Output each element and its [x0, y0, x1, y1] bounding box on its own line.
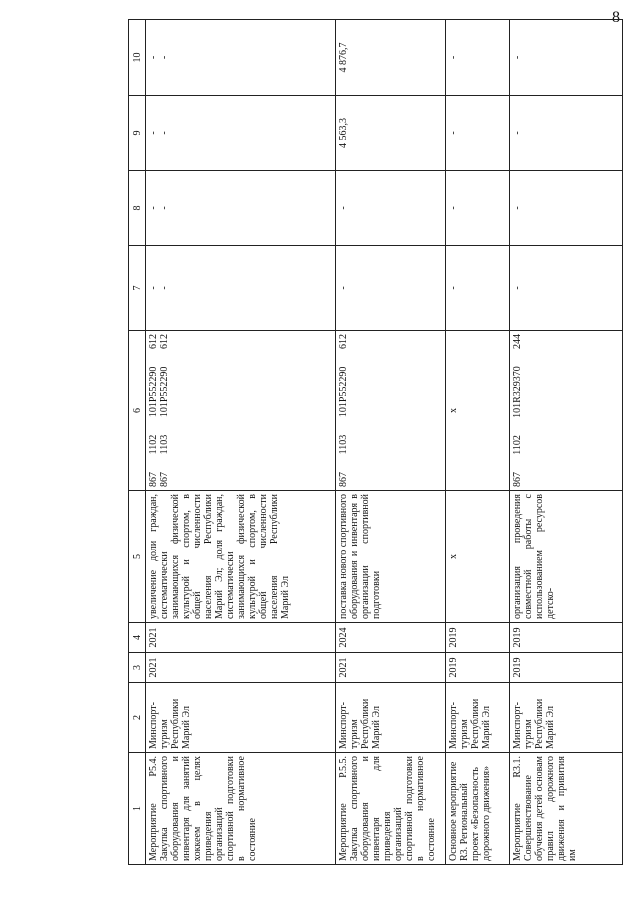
- amount-cell: -: [446, 20, 510, 96]
- grbs-code: 867: [159, 472, 170, 487]
- amount-cell: -: [510, 171, 623, 246]
- expected-result-cell: поставка нового спортивного оборудования и инвентаря в организации спортивной подготовки: [336, 491, 446, 623]
- column-number: 2: [129, 683, 146, 753]
- end-year-cell: 2019: [510, 623, 623, 653]
- section-code: 1102: [148, 434, 159, 455]
- expected-result-cell: x: [446, 491, 510, 623]
- amount-cell: -: [510, 20, 623, 96]
- amount-value: -: [148, 206, 159, 210]
- grbs-code: 867: [512, 472, 523, 487]
- amount-value: -: [148, 286, 159, 290]
- amount-cell: [146, 96, 336, 171]
- amount-cell: [146, 246, 336, 331]
- grbs-code: 867: [338, 472, 349, 487]
- amount-cell: -: [446, 171, 510, 246]
- section-code: 1103: [159, 434, 170, 455]
- amount-value: -: [159, 286, 170, 290]
- amount-cell: -: [446, 96, 510, 171]
- amount-value: -: [159, 55, 170, 60]
- budget-code-cell: [510, 331, 623, 491]
- target-article-code: 101R329370: [512, 366, 523, 418]
- expense-type-code: 612: [338, 334, 349, 350]
- budget-code-cell: [146, 331, 336, 491]
- start-year-cell: 2021: [336, 653, 446, 683]
- amount-value: -: [159, 131, 170, 135]
- amount-cell: -: [446, 246, 510, 331]
- end-year-cell: 2021: [146, 623, 336, 653]
- executor-cell: Минспорт-туризм Республики Марий Эл: [510, 683, 623, 753]
- budget-table: [128, 19, 623, 865]
- column-number: 4: [129, 623, 146, 653]
- section-code: 1103: [338, 434, 349, 455]
- amount-cell: -: [336, 171, 446, 246]
- event-name-cell: Основное мероприятие R3. Региональный проект «Безопасность дорожного движения»: [446, 753, 510, 865]
- amount-cell: -: [510, 96, 623, 171]
- budget-code-line: [338, 334, 349, 487]
- amount-cell: 4 876,7: [336, 20, 446, 96]
- amount-cell: [146, 171, 336, 246]
- budget-code-line: [148, 334, 159, 487]
- column-number: 6: [129, 331, 146, 491]
- target-article-code: 101Р552290: [148, 366, 159, 418]
- grbs-code: 867: [148, 472, 159, 487]
- amount-value: -: [159, 206, 170, 210]
- column-number: 3: [129, 653, 146, 683]
- event-name-cell: Мероприятие R3.1. Совершенствование обучения детей основам правил дорожного движения и привития им: [510, 753, 623, 865]
- budget-code-cell: [336, 331, 446, 491]
- column-number-row: [129, 20, 146, 865]
- budget-code-line: [159, 334, 170, 487]
- end-year-cell: 2019: [446, 623, 510, 653]
- budget-code-cell: x: [446, 331, 510, 491]
- budget-code-line: [512, 334, 523, 487]
- column-number: 1: [129, 753, 146, 865]
- event-name-cell: Мероприятие Р5.4. Закупка спортивного оборудования и инвентаря для занятий хоккеем в целях приведения организаций спортивной подготовки в нормативное состояние: [146, 753, 336, 865]
- column-number: 7: [129, 246, 146, 331]
- expected-result-cell: организация проведения совместной работы с использованием ресурсов детско-: [510, 491, 623, 623]
- rotated-table-area: [128, 20, 623, 865]
- column-number: 10: [129, 20, 146, 96]
- table-row: [446, 20, 510, 865]
- start-year-cell: 2021: [146, 653, 336, 683]
- expected-result-cell: увеличение доли граждан, систематически занимающихся физической культурой и спортом, в общей численности населения Республики Марий Эл; доля граждан, систематически занимающихся физической культурой и спортом, в общей численности населения Республики Марий Эл: [146, 491, 336, 623]
- executor-cell: Минспорт-туризм Республики Марий Эл: [336, 683, 446, 753]
- amount-value: -: [148, 55, 159, 60]
- amount-cell: -: [336, 246, 446, 331]
- table-row: [336, 20, 446, 865]
- target-article-code: 101Р552290: [338, 366, 349, 418]
- amount-cell: -: [510, 246, 623, 331]
- amount-cell: [146, 20, 336, 96]
- start-year-cell: 2019: [446, 653, 510, 683]
- table-row: [146, 20, 336, 865]
- target-article-code: 101Р552290: [159, 366, 170, 418]
- expense-type-code: 244: [512, 334, 523, 350]
- page-number: 8: [612, 9, 620, 26]
- end-year-cell: 2024: [336, 623, 446, 653]
- amount-value: -: [148, 131, 159, 135]
- expense-type-code: 612: [148, 334, 159, 350]
- column-number: 5: [129, 491, 146, 623]
- executor-cell: Минспорт-туризм Республики Марий Эл: [446, 683, 510, 753]
- section-code: 1102: [512, 435, 523, 455]
- table-row: [510, 20, 623, 865]
- column-number: 9: [129, 96, 146, 171]
- event-name-cell: Мероприятие Р.5.5. Закупка спортивного оборудования и инвентаря для приведения организаций спортивной подготовки в нормативное состояние: [336, 753, 446, 865]
- rotated-table-wrapper: [128, 20, 623, 865]
- start-year-cell: 2019: [510, 653, 623, 683]
- column-number: 8: [129, 171, 146, 246]
- amount-cell: 4 563,3: [336, 96, 446, 171]
- expense-type-code: 612: [159, 334, 170, 350]
- executor-cell: Минспорт-туризм Республики Марий Эл: [146, 683, 336, 753]
